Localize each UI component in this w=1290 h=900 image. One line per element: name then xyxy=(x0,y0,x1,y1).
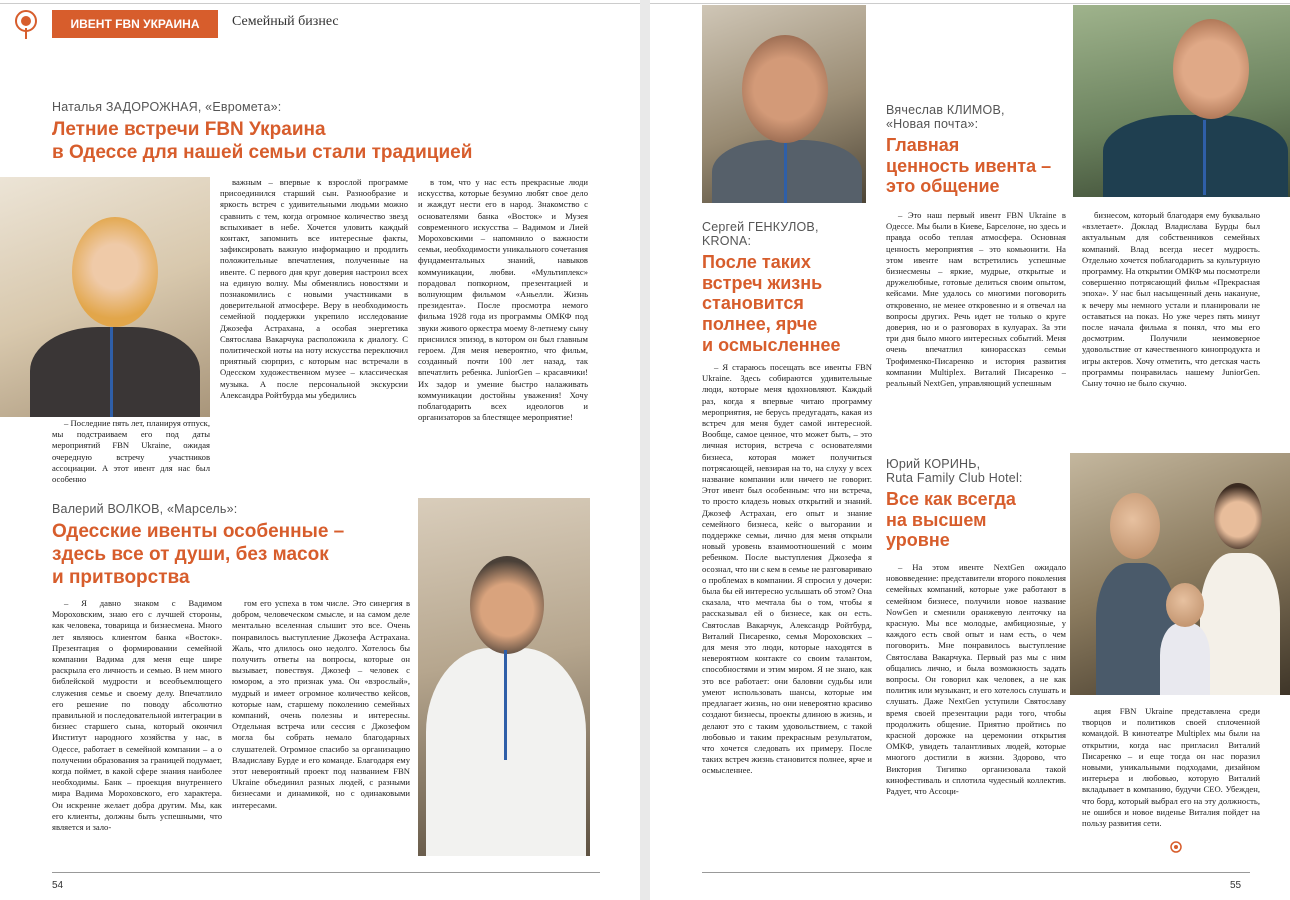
headline-line: здесь все от души, без масок xyxy=(52,543,329,565)
paragraph: важным – впервые к взрослой программе присоединился старший сын. Разнообразие и яркость встреч с удивительными людьми можно сравнить с тем, когда огромное количество звезд вспыхивает в небе. Хочется уловить каждый контакт, запомнить все интересные факты, зафиксировать важную информацию и продлить положительные впечатления, полученные на ивенте. С первого дня круг доверия настроил всех на единую волну. Мы обменялись новостями и познакомились с новыми участниками в доверительной атмосфере. Веру в необходимость семейной поддержки укрепило исследование Джозефа Астрахана, а особая энергетика Святослава Вакарчука расположила к диалогу. С политической ноты на ноту искусства переключил приятный сюрприз, с которым нас встречали в Одесском художественном музее – классическая музыка. А после персональной экскурсии Александра Ройтбурда мы убедились xyxy=(220,177,408,400)
headline-klimov xyxy=(886,135,1051,197)
headline-line: Летние встречи FBN Украина xyxy=(52,119,326,140)
byline-korin xyxy=(886,457,1023,485)
paragraph: гом его успеха в том числе. Это синергия в добром, человеческом смысле, и на самом деле ментально вселенная слышит это все. Очень понравилось выступление Джозефа Астрахана. Жаль, что длилось оно недолго. Хотелось бы получить ответы на вопросы, которые он вызывает, повествуя. Джозеф – человек с юмором, а это признак ума. Он «взрослый», мудрый и имеет огромное количество кейсов, которые нам, старшему поколению семейных компаний, очень полезны и интересны. Отдельная встреча или сессия с Джозефом могла бы собрать немало благодарных слушателей. Огромное спасибо за организацию Владиславу Бурде и его команде. Благодаря ему этот невероятный проект под названием FBN Ukraine объединил разных людей, с разными бизнесами и динамикой, но с одинаковыми интересами. xyxy=(232,598,410,810)
text-zadorozhnaya-col1 xyxy=(52,418,210,484)
byline-volkov: Валерий ВОЛКОВ, «Марсель»: xyxy=(52,502,238,516)
text-korin-col1 xyxy=(886,562,1066,854)
headline-line: ценность ивента – xyxy=(886,155,1052,176)
headline-line: в Одессе для нашей семьи стали традицией xyxy=(52,141,473,163)
header-rule xyxy=(650,3,1290,4)
paragraph: – Я стараюсь посещать все ивенты FBN Ukraine. Здесь собираются удивительные люди, которые меня вдохновляют. Каждый раз, когда я впервые читаю программу мероприятия, не берусь предугадать, какая из встреч для меня будет самой интересной. Вообще, самое ценное, что может быть, – это личная история, встреча с основателями бизнеса, которая может получиться потрясающей, невзирая на то, на слуху у всех название компании или ничего не говорит. Этот ивент был особенным: что ни встреча, то просто кладезь новых открытий и знаний. Джозеф Астрахан, его опыт и знание семейного бизнеса, кейс о выгорании и поддержке семьи, лично для меня открыли новый уровень взаимоотношений с моим ребенком. После выступления Джозефа я осознал, что ни с кем в семье не разговариваю о проблемах в компании. Я спросил у дочери: была бы ей интересно услышать об этом? Она сказала, что мечтала бы о том, чтобы я рассказывал ей о бизнесе, как он есть. Святослав Вакарчук, Александр Ройтбурд, Виталий Писаренко, семья Мороховских – для меня это люди, которые находятся в невероятном контакте со своим талантом, способностями и этим миром. Я не знаю, как это все работает: они баловни судьбы или умеют использовать шансы, которые им предлагает жизнь, но они невероятно красиво создают бизнесы, проекты длиною в жизнь, и делают это с таким удовольствием, с такой любовью и таким прекрасным результатом, что хочется следовать их примеру. После таких встреч жизнь становится полнее, ярче и осмысленнее. xyxy=(702,362,872,776)
page-right xyxy=(650,0,1290,900)
text-genkulov xyxy=(702,362,872,866)
paragraph: в том, что у нас есть прекрасные люди искусства, которые безумно любят свое дело и жаждут нести его в народ. Знакомство с основателями банка «Восток» и Музея современного искусства – Вадимом и Лией Мороховскими – напомнило о важности семьи, необходимости уникального сочетания фундаментальных знаний, навыков коммуникации, любви. «Мультиплекс» порадовал попкорном, презентацией и волнующим фильмом «Аньелли. Жизнь президента». После просмотра немого фильма 1928 года из программы ОМКФ под звуки живого оркестра моему 8-летнему сыну приснился эпизод, в котором он был главным героем. Для меня невероятно, что фильм, созданный почти 100 лет назад, так впечатлить ребенка. JuniorGen – красавчики! Их задор и умение быстро налаживать коммуникации достойны уважения! Хочу поблагодарить всех идеологов и организаторов за блестящее мероприятие! xyxy=(418,177,588,423)
footer-rule-right xyxy=(702,872,1250,873)
page-left xyxy=(0,0,640,900)
headline-line: После таких xyxy=(702,252,811,272)
page-gutter xyxy=(640,0,650,900)
headline-korin xyxy=(886,489,1016,551)
byline-klimov xyxy=(886,103,1005,131)
headline-line: встреч жизнь xyxy=(702,272,823,293)
paragraph: ация FBN Ukraine представлена среди творцов и политиков своей сплоченной командой. В кинотеатре Multiplex мы были на открытии, когда нас пригласил Виталий Писаренко – и еще тогда он нас поразил новыми, уникальными подходами, дизайном интерьера и любовью, которую Виталий вкладывает в компанию, будучи СЕО. Убежден, что борд, который выбрал его на эту должность, не ошибся и новое виденье Виталия пойдет на пользу развития сети. xyxy=(1082,706,1260,829)
byline-line: Юрий КОРИНЬ, xyxy=(886,457,981,471)
byline-line: Ruta Family Club Hotel: xyxy=(886,471,1023,485)
fbn-end-mark-icon xyxy=(1170,840,1182,852)
byline-line: «Новая почта»: xyxy=(886,117,979,131)
byline-zadorozhnaya: Наталья ЗАДОРОЖНАЯ, «Еврометa»: xyxy=(52,100,282,114)
photo-zadorozhnaya xyxy=(0,177,210,417)
photo-genkulov xyxy=(702,5,866,203)
section-title: Семейный бизнес xyxy=(232,14,339,29)
headline-line: Все как всегда xyxy=(886,489,1016,509)
text-zadorozhnaya-col3 xyxy=(418,177,588,485)
headline-line: и притворства xyxy=(52,566,190,588)
photo-volkov xyxy=(418,498,590,856)
text-volkov-col1 xyxy=(52,598,222,856)
section-tag: ИВЕНТ FBN УКРАИНА xyxy=(52,10,218,38)
photo-korin-family xyxy=(1070,453,1290,695)
text-klimov-col2 xyxy=(1082,210,1260,432)
headline-line: Одесские ивенты особенные – xyxy=(52,521,345,542)
text-volkov-col2 xyxy=(232,598,410,856)
photo-klimov xyxy=(1073,5,1290,197)
headline-line: Главная xyxy=(886,135,960,155)
headline-line: это общение xyxy=(886,176,1000,197)
paragraph: – Последние пять лет, планируя отпуск, мы подстраиваем его под даты мероприятий FBN Ukraine, ожидая очередную встречу участников ассоциации. А этот ивент для нас был особенно xyxy=(52,418,210,484)
paragraph: – Это наш первый ивент FBN Ukraine в Одессе. Мы были в Киеве, Барселоне, но здесь и правда особо теплая атмосфера. Основная ценность мероприятия – это комьюнити. На этом ивенте нам встретились успешные бизнесмены – яркие, мудрые, открытые и дружелюбные, готовые делиться своим опытом, кейсами. Мне удалось со многими поговорить откровенно, не менее откровенно и я отвечал на вопросы других. Речь идет не только о круге доверия, но и о разговорах в кулуарах. За эти три дня было много интересных событий. Меня очень впечатлил кинорассказ семьи Трофименко-Писаренко и история развития компании Multiplex. Виталий Писаренко – реальный NextGen, управляющий успешным xyxy=(886,210,1066,389)
tree-logo-icon xyxy=(12,10,40,40)
text-korin-col2 xyxy=(1082,706,1260,856)
byline-line: KRONA: xyxy=(702,234,752,248)
text-zadorozhnaya-col2 xyxy=(220,177,408,485)
page-number-left: 54 xyxy=(52,880,64,891)
paragraph: бизнесом, который благодаря ему буквально «взлетает». Доклад Владислава Бурды был актуальным для собственников семейных компаний. Влад всегда несет мудрость. Отдельно хочется поблагодарить за культурную программу. На открытии ОМКФ мы посмотрели совершенно потрясающий фильм «Прекрасная эпоха». У нас был насыщенный день накануне, к вечеру мы немного устали и планировали не оставаться на показ. Но уже через пять минут после начала фильма я понял, что мы его досмотрим. Получили неимоверное удовольствие от качественного кинопродукта и игры актеров. Хочу отметить, что детская часть программы понравилась нашему JuniorGen. Сыну точно не было скучно. xyxy=(1082,210,1260,389)
headline-genkulov xyxy=(702,252,841,355)
footer-rule-left xyxy=(52,872,600,873)
page-number-right: 55 xyxy=(1230,880,1242,891)
headline-line: уровне xyxy=(886,530,950,551)
byline-line: Вячеслав КЛИМОВ, xyxy=(886,103,1005,117)
header-rule xyxy=(0,3,640,4)
paragraph: – Я давно знаком с Вадимом Мороховским, знаю его с лучшей стороны, как человека, товарища и бизнесмена. Много лет являюсь клиентом банка «Восток». Презентация о формировании семейной компании Вадима для меня еще шире раскрыла его личность и семью. В нем много библейской мудрости и всеобъемлющего служения семье и своему делу. Впечатлило его решение по поводу абсолютно правильной и последовательной интеграции в бизнес старшего сына, который окончил Институт народного хозяйства у нас, в Одессе, работает в семейной компании – а о получении образования за границей подумает, когда поймет, в какой сфере знания наиболее необходимы. Банк – проекция внутреннего мира Вадима Мороховского, его характера. Он искренне желает добра другим. Мы, как его клиенты, должны быть успешными, что является и зало- xyxy=(52,598,222,833)
headline-line: и осмысленнее xyxy=(702,334,841,355)
headline-line: на высшем xyxy=(886,509,987,530)
headline-volkov xyxy=(52,521,344,589)
text-klimov-col1 xyxy=(886,210,1066,432)
byline-genkulov xyxy=(702,220,819,248)
headline-line: полнее, ярче xyxy=(702,314,818,335)
headline-line: становится xyxy=(702,293,804,314)
paragraph: – На этом ивенте NextGen ожидало нововведение: представители второго поколения семейных компаний, которые уже работают в семейном бизнесе, получили новое название NowGen и сменили оранжевую ленточку на красную. Мы все молодые, амбициозные, у каждого есть свой опыт и нам есть, о чем поговорить. Мне понравилось выступление Святослава Вакарчука. Первый раз мы с ним общались лично, и была возможность задать вопросы. Он говорил как человек, а не как политик или музыкант, и его хотелось слушать и слушать. Даже NextGen уступили Святославу время своей презентации ради того, чтобы продолжить общение. Приятно пройтись по красной дорожке на церемонии открытия ОМКФ, увидеть талантливых людей, которые многого достигли в жизни. Здорово, что Виктория Тигипко организовала такой кинофестиваль и сплотила чудесный коллектив. Радует, что Ассоци- xyxy=(886,562,1066,797)
headline-zadorozhnaya xyxy=(52,119,472,165)
byline-line: Сергей ГЕНКУЛОВ, xyxy=(702,220,819,234)
